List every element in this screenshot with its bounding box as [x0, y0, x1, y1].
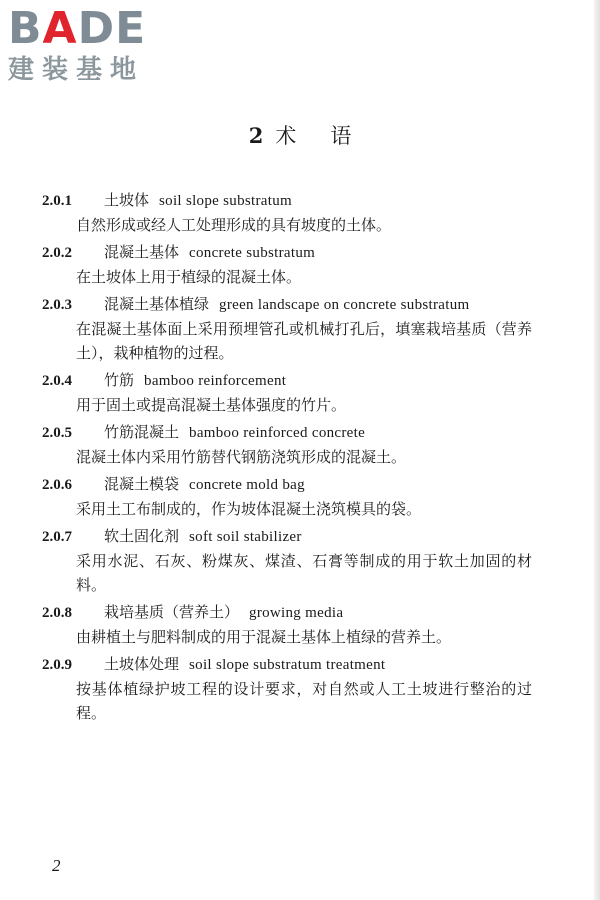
term-chinese: 土坡体: [104, 191, 150, 209]
term-chinese: 竹筋混凝土: [104, 423, 180, 441]
logo-letter: B: [8, 3, 43, 54]
page-number: 2: [52, 856, 61, 875]
chapter-number: 2: [248, 123, 264, 148]
term-definition: 在土坡体上用于植绿的混凝土体。: [76, 268, 302, 286]
term-number: 2.0.1: [42, 193, 72, 209]
term-chinese: 栽培基质（营养土）: [104, 603, 240, 621]
logo-letter-accent: A: [42, 3, 78, 54]
logo-wordmark: [8, 3, 178, 54]
term-english: concrete substratum: [189, 245, 316, 261]
term-entry: [42, 524, 532, 597]
term-number: 2.0.5: [42, 425, 72, 441]
term-number: 2.0.6: [42, 477, 72, 493]
term-chinese: 竹筋: [104, 371, 135, 389]
term-chinese: 土坡体处理: [104, 655, 180, 673]
term-english: bamboo reinforcement: [144, 373, 287, 389]
term-chinese: 混凝土模袋: [104, 475, 180, 493]
logo-letters: DE: [77, 3, 147, 54]
chapter-title-part2: 语: [330, 124, 352, 148]
logo-chinese-name: 建装基地: [8, 55, 145, 85]
term-english: green landscape on concrete substratum: [219, 297, 470, 313]
term-english: growing media: [249, 605, 344, 621]
term-definition: 自然形成或经人工处理形成的具有坡度的土体。: [76, 216, 392, 234]
term-entry: [42, 420, 532, 469]
term-entry: [42, 292, 532, 365]
term-number: 2.0.3: [42, 297, 72, 313]
term-english: soft soil stabilizer: [189, 529, 302, 545]
term-definition: 混凝土体内采用竹筋替代钢筋浇筑形成的混凝土。: [76, 448, 407, 466]
term-english: soil slope substratum treatment: [189, 657, 386, 673]
term-entry: [42, 188, 532, 237]
term-number: 2.0.9: [42, 657, 72, 673]
bade-logo: [8, 3, 178, 86]
term-definition: 采用土工布制成的，作为坡体混凝土浇筑模具的袋。: [76, 500, 422, 518]
term-number: 2.0.7: [42, 529, 72, 545]
term-entry: [42, 600, 532, 649]
term-chinese: 软土固化剂: [104, 527, 180, 545]
term-chinese: 混凝土基体植绿: [104, 295, 210, 313]
term-definition: 按基体植绿护坡工程的设计要求，对自然或人工土坡进行整治的过程。: [76, 680, 532, 722]
chapter-title: [0, 122, 600, 150]
term-entry: [42, 240, 532, 289]
term-entry: [42, 652, 532, 725]
term-number: 2.0.2: [42, 245, 72, 261]
term-number: 2.0.4: [42, 373, 72, 389]
term-english: soil slope substratum: [159, 193, 292, 209]
term-number: 2.0.8: [42, 605, 72, 621]
term-definition: 用于固土或提高混凝土基体强度的竹片。: [76, 396, 347, 414]
chapter-title-part1: 术: [275, 124, 297, 148]
term-list: [42, 188, 532, 725]
term-chinese: 混凝土基体: [104, 243, 180, 261]
term-definition: 采用水泥、石灰、粉煤灰、煤渣、石膏等制成的用于软土加固的材料。: [76, 552, 532, 594]
term-definition: 在混凝土基体面上采用预埋管孔或机械打孔后，填塞栽培基质（营养土），栽种植物的过程。: [76, 320, 532, 362]
term-entry: [42, 368, 532, 417]
term-entry: [42, 472, 532, 521]
term-english: bamboo reinforced concrete: [189, 425, 366, 441]
term-definition: 由耕植土与肥料制成的用于混凝土基体上植绿的营养土。: [76, 628, 452, 646]
term-english: concrete mold bag: [189, 477, 305, 493]
